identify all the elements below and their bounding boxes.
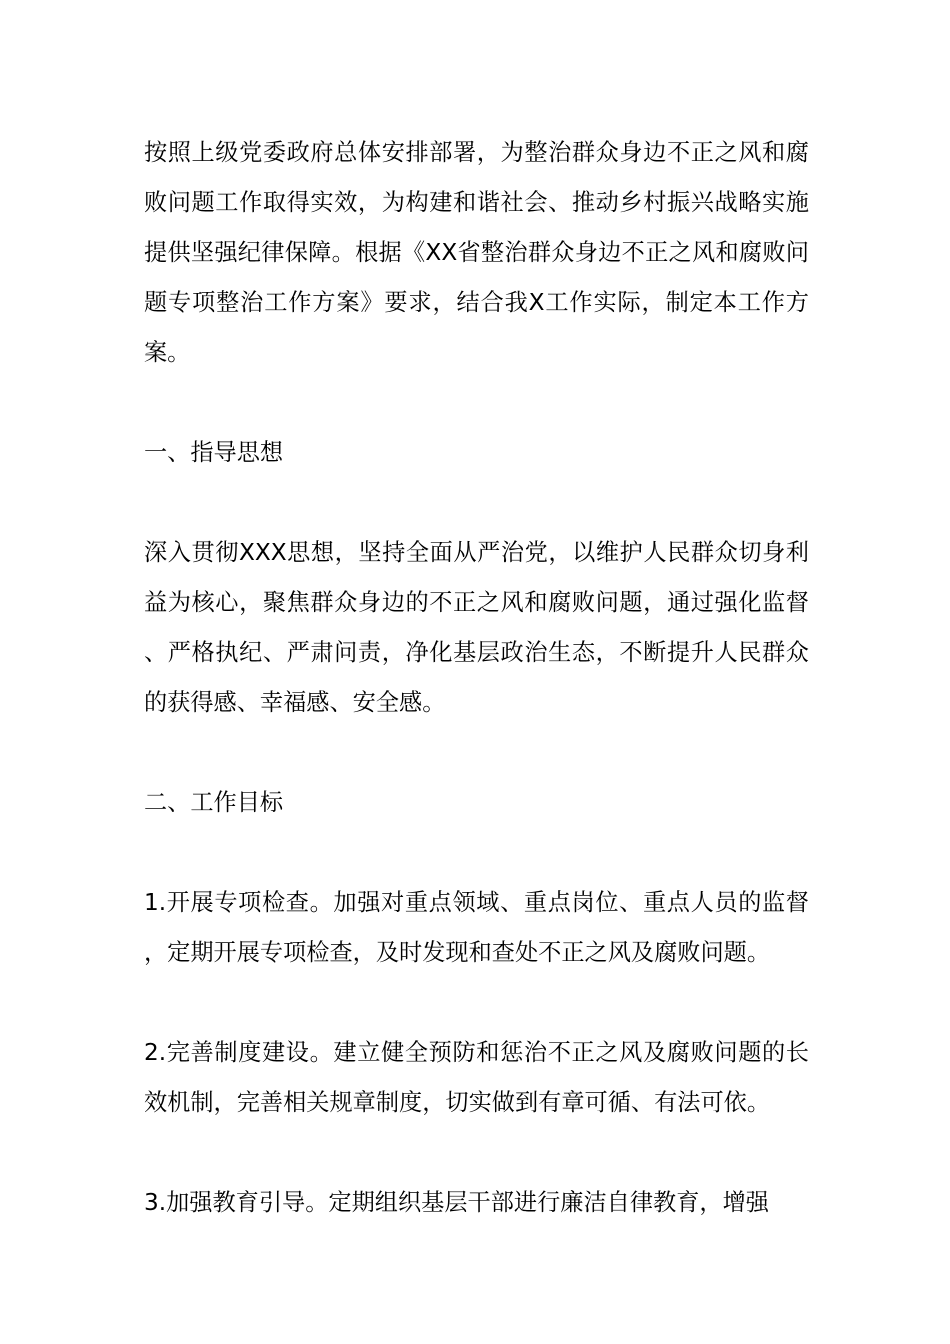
goal-item-2: 2.完善制度建设。建立健全预防和惩治不正之风及腐败问题的长效机制，完善相关规章制度，切实做到有章可循、有法可依。 bbox=[144, 1039, 809, 1116]
guiding-ideology-paragraph: 深入贯彻XXX思想，坚持全面从严治党，以维护人民群众切身利益为核心，聚焦群众身边的不正之风和腐败问题，通过强化监督、严格执纪、严肃问责，净化基层政治生态，不断提升人民群众的获得感、幸福感、安全感。 bbox=[144, 539, 809, 716]
goal-item-1: 1.开展专项检查。加强对重点领域、重点岗位、重点人员的监督，定期开展专项检查，及时发现和查处不正之风及腐败问题。 bbox=[144, 889, 809, 966]
paragraph-spacer bbox=[144, 378, 809, 428]
section-heading-work-goals: 二、工作目标 bbox=[144, 789, 284, 816]
paragraph-spacer bbox=[144, 828, 809, 878]
intro-paragraph: 按照上级党委政府总体安排部署，为整治群众身边不正之风和腐败问题工作取得实效，为构建和谐社会、推动乡村振兴战略实施提供坚强纪律保障。根据《XX省整治群众身边不正之风和腐败问题专项整治工作方案》要求，结合我X工作实际，制定本工作方案。 bbox=[144, 139, 809, 366]
section-heading-guiding-ideology: 一、指导思想 bbox=[144, 439, 284, 466]
paragraph-spacer bbox=[144, 728, 809, 778]
paragraph-spacer bbox=[144, 978, 809, 1028]
paragraph-spacer bbox=[144, 478, 809, 528]
goal-item-3: 3.加强教育引导。定期组织基层干部进行廉洁自律教育，增强 bbox=[144, 1189, 769, 1216]
paragraph-spacer bbox=[144, 1128, 809, 1178]
document-body bbox=[144, 128, 809, 1228]
